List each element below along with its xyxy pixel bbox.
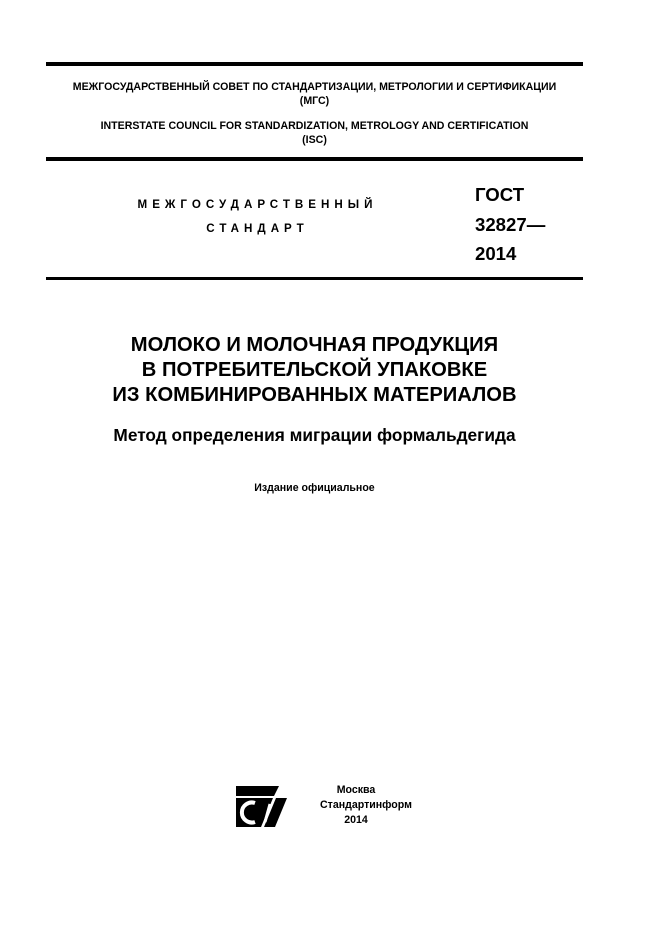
- designation-rule: [46, 277, 583, 280]
- standard-type-line2: СТАНДАРТ: [206, 222, 309, 235]
- subtitle: Метод определения миграции формальдегида: [113, 425, 516, 445]
- council-abbr-ru: (МГС): [299, 95, 330, 107]
- council-name-en: INTERSTATE COUNCIL FOR STANDARDIZATION, METROLOGY AND CERTIFICATION: [100, 120, 529, 132]
- gost-number: 32827—: [475, 214, 546, 235]
- edition-label: Издание официальное: [254, 482, 375, 494]
- standartinform-logo-icon: [233, 784, 287, 829]
- publisher-name: Стандартинформ: [320, 799, 412, 811]
- title-line1: МОЛОКО И МОЛОЧНАЯ ПРОДУКЦИЯ: [130, 334, 499, 356]
- top-rule: [46, 62, 583, 66]
- publisher-year: 2014: [344, 814, 368, 826]
- gost-year: 2014: [475, 243, 517, 264]
- standard-type-line1: МЕЖГОСУДАРСТВЕННЫЙ: [137, 198, 378, 211]
- gost-label: ГОСТ: [475, 184, 525, 205]
- council-name-ru: МЕЖГОСУДАРСТВЕННЫЙ СОВЕТ ПО СТАНДАРТИЗАЦИИ, МЕТРОЛОГИИ И СЕРТИФИКАЦИИ: [72, 81, 557, 93]
- header-bottom-rule: [46, 157, 583, 161]
- publisher-city: Москва: [336, 784, 376, 796]
- council-abbr-en: (ISC): [302, 134, 327, 146]
- title-line3: ИЗ КОМБИНИРОВАННЫХ МАТЕРИАЛОВ: [112, 384, 517, 406]
- title-line2: В ПОТРЕБИТЕЛЬСКОЙ УПАКОВКЕ: [141, 359, 488, 381]
